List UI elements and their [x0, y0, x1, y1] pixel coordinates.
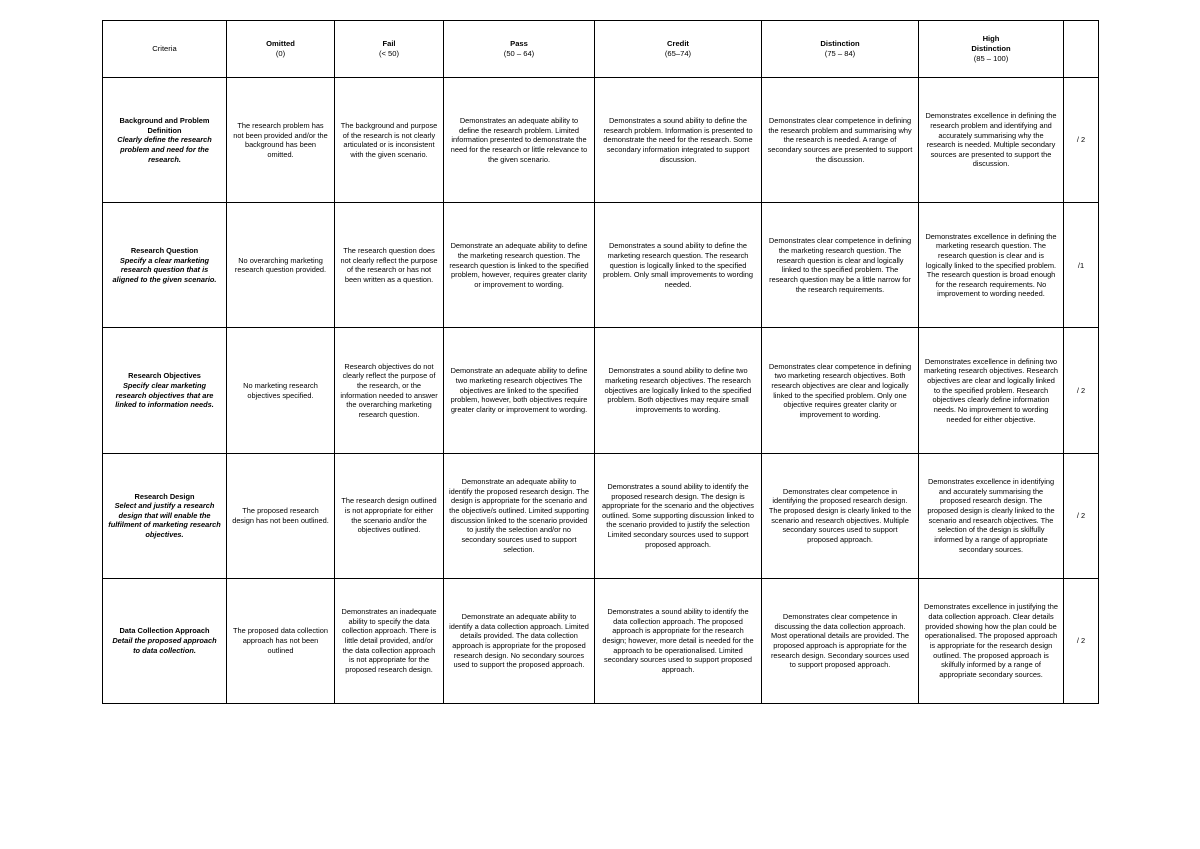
- level-name: Omitted: [266, 39, 295, 49]
- marking-rubric-table: [102, 20, 1099, 704]
- descriptor-fail: The background and purpose of the research is not clearly articulated or is inconsistent with the given scenario.: [335, 78, 444, 203]
- criterion-cell: [103, 78, 227, 203]
- descriptor-omitted: The proposed data collection approach has not been outlined: [227, 578, 335, 703]
- criterion-title: Research Design: [134, 491, 195, 501]
- descriptor-fail: The research design outlined is not appropriate for either the scenario and/or the objectives outlined.: [335, 453, 444, 578]
- descriptor-credit: Demonstrates a sound ability to define two marketing research objectives. The research objectives are logically linked to the specified problem. Both objectives may require small improvements to wording.: [595, 328, 762, 453]
- level-header-high-distinction: [919, 21, 1064, 78]
- criterion-description: Clearly define the research problem and need for the research.: [117, 135, 212, 164]
- level-header-pass: [444, 21, 595, 78]
- descriptor-distinction: Demonstrates clear competence in identifying the proposed research design. The proposed design is clearly linked to the scenario and research objectives. Multiple secondary sources used to support proposed approach.: [762, 453, 919, 578]
- level-range: (85 – 100): [973, 53, 1009, 63]
- criterion-cell: [103, 578, 227, 703]
- descriptor-credit: Demonstrates a sound ability to define the research problem. Information is presented to demonstrate the need for the research. Some secondary information integrated to support discussion.: [595, 78, 762, 203]
- criterion-row-data-collection: [103, 578, 1099, 703]
- criterion-cell: [103, 203, 227, 328]
- descriptor-pass: Demonstrate an adequate ability to define two marketing research objectives The objectives are linked to the specified problem, however, both objectives require greater clarity or improvement to wording.: [444, 328, 595, 453]
- descriptor-credit: Demonstrates a sound ability to define the marketing research question. The research question is logically linked to the specified problem. Only small improvements to wording needed.: [595, 203, 762, 328]
- criteria-header: Criteria: [103, 21, 227, 78]
- criterion-title: Research Objectives: [128, 371, 201, 381]
- descriptor-omitted: No overarching marketing research question provided.: [227, 203, 335, 328]
- criterion-title: Background and Problem Definition: [119, 116, 210, 135]
- score-header: [1064, 21, 1099, 78]
- criterion-row-background: [103, 78, 1099, 203]
- descriptor-pass: Demonstrate an adequate ability to define the marketing research question. The research question is linked to the specified problem, however, requires greater clarity or improvement to wording.: [444, 203, 595, 328]
- level-range: (65–74): [664, 49, 692, 59]
- criterion-cell: [103, 328, 227, 453]
- criterion-title: Data Collection Approach: [119, 626, 210, 636]
- descriptor-credit: Demonstrates a sound ability to identify the proposed research design. The design is appropriate for the scenario and the objectives outlined. Some supporting discussion linked to the scenario provided to justify the selection Limited secondary sources used to support proposed approach.: [595, 453, 762, 578]
- score-cell: /1: [1064, 203, 1099, 328]
- score-cell: / 2: [1064, 578, 1099, 703]
- score-cell: / 2: [1064, 328, 1099, 453]
- level-name: Credit: [667, 39, 689, 49]
- level-name: Pass: [510, 39, 528, 49]
- criterion-description: Specify clear marketing research objectives that are linked to information needs.: [115, 380, 214, 410]
- level-range: (75 – 84): [824, 49, 856, 59]
- level-range: (50 – 64): [503, 49, 535, 59]
- descriptor-distinction: Demonstrates clear competence in discussing the data collection approach. Most operational details are provided. The proposed approach is appropriate for the research design. Secondary sources used to support proposed approach.: [762, 578, 919, 703]
- criterion-title: Research Question: [130, 246, 199, 256]
- descriptor-pass: Demonstrate an adequate ability to identify the proposed research design. The design is appropriate for the scenario and the objective/s outlined. Limited supporting discussion linked to the scenario provided to justify the selection and/or no secondary sources used to support selection.: [444, 453, 595, 578]
- descriptor-high-distinction: Demonstrates excellence in identifying and accurately summarising the proposed research design. The proposed design is clearly linked to the scenario and research objectives. The selection of the design is skilfully informed by a range of appropriate secondary sources.: [919, 453, 1064, 578]
- descriptor-fail: The research question does not clearly reflect the purpose of the research or has not been written as a question.: [335, 203, 444, 328]
- descriptor-credit: Demonstrates a sound ability to identify the data collection approach. The proposed approach is appropriate for the research design; however, more detail is needed for the approach to be operationalised. Limited secondary sources used to support proposed approach.: [595, 578, 762, 703]
- descriptor-pass: Demonstrates an adequate ability to define the research problem. Limited information presented to demonstrate the need for the research or little relevance to the given scenario.: [444, 78, 595, 203]
- descriptor-fail: Research objectives do not clearly reflect the purpose of the research, or the information needed to answer the overarching marketing research question.: [335, 328, 444, 453]
- descriptor-high-distinction: Demonstrates excellence in defining the research problem and identifying and accurately summarising why the research is needed. Multiple secondary sources are presented to support the discussion.: [919, 78, 1064, 203]
- criterion-cell: [103, 453, 227, 578]
- criterion-row-research-objectives: [103, 328, 1099, 453]
- descriptor-distinction: Demonstrates clear competence in defining two marketing research objectives. Both research objectives are clear and logically linked to the specified problem. Only one objective requires greater clarity or improvement to wording.: [762, 328, 919, 453]
- descriptor-omitted: No marketing research objectives specified.: [227, 328, 335, 453]
- criterion-description: Detail the proposed approach to data collection.: [112, 636, 217, 655]
- level-range: (0): [275, 49, 286, 59]
- level-header-distinction: [762, 21, 919, 78]
- criterion-row-research-question: [103, 203, 1099, 328]
- descriptor-pass: Demonstrate an adequate ability to identify a data collection approach. Limited details provided. The data collection approach is appropriate for the proposed research design. No secondary sources used to support the proposed approach.: [444, 578, 595, 703]
- descriptor-high-distinction: Demonstrates excellence in defining two marketing research objectives. Research objectives are clear and logically linked to the specified problem. Research objectives clearly define information needs. No improvement to wording needed for either objective.: [919, 328, 1064, 453]
- criterion-description: Specify a clear marketing research question that is aligned to the given scenario.: [112, 255, 217, 284]
- level-range: (< 50): [378, 49, 400, 59]
- descriptor-high-distinction: Demonstrates excellence in defining the marketing research question. The research question is clear and is logically linked to the specified problem. The research question is broad enough for the research requirements. No improvement to wording needed.: [919, 203, 1064, 328]
- level-header-credit: [595, 21, 762, 78]
- criterion-row-research-design: [103, 453, 1099, 578]
- header-row: [103, 21, 1099, 78]
- level-name: Distinction: [820, 39, 860, 49]
- level-header-omitted: [227, 21, 335, 78]
- descriptor-distinction: Demonstrates clear competence in defining the research problem and summarising why the research is needed. A range of secondary sources are presented to support the discussion.: [762, 78, 919, 203]
- criterion-description: Select and justify a research design that will enable the fulfilment of marketing research objectives.: [108, 501, 221, 540]
- score-cell: / 2: [1064, 453, 1099, 578]
- level-name: High Distinction: [971, 34, 1011, 54]
- level-name: Fail: [382, 39, 396, 49]
- descriptor-fail: Demonstrates an inadequate ability to specify the data collection approach. There is little detail provided, and/or the data collection approach is not appropriate for the proposed research design.: [335, 578, 444, 703]
- descriptor-distinction: Demonstrates clear competence in defining the marketing research question. The research question is clear and logically linked to the specified problem. The research question may be a little narrow for the research requirements.: [762, 203, 919, 328]
- descriptor-high-distinction: Demonstrates excellence in justifying the data collection approach. Clear details provided showing how the plan could be operationalised. The proposed approach is appropriate for the research design outlined. The proposed approach is skilfully informed by a range of appropriate secondary sources.: [919, 578, 1064, 703]
- descriptor-omitted: The proposed research design has not been outlined.: [227, 453, 335, 578]
- level-header-fail: [335, 21, 444, 78]
- descriptor-omitted: The research problem has not been provided and/or the background has been omitted.: [227, 78, 335, 203]
- score-cell: / 2: [1064, 78, 1099, 203]
